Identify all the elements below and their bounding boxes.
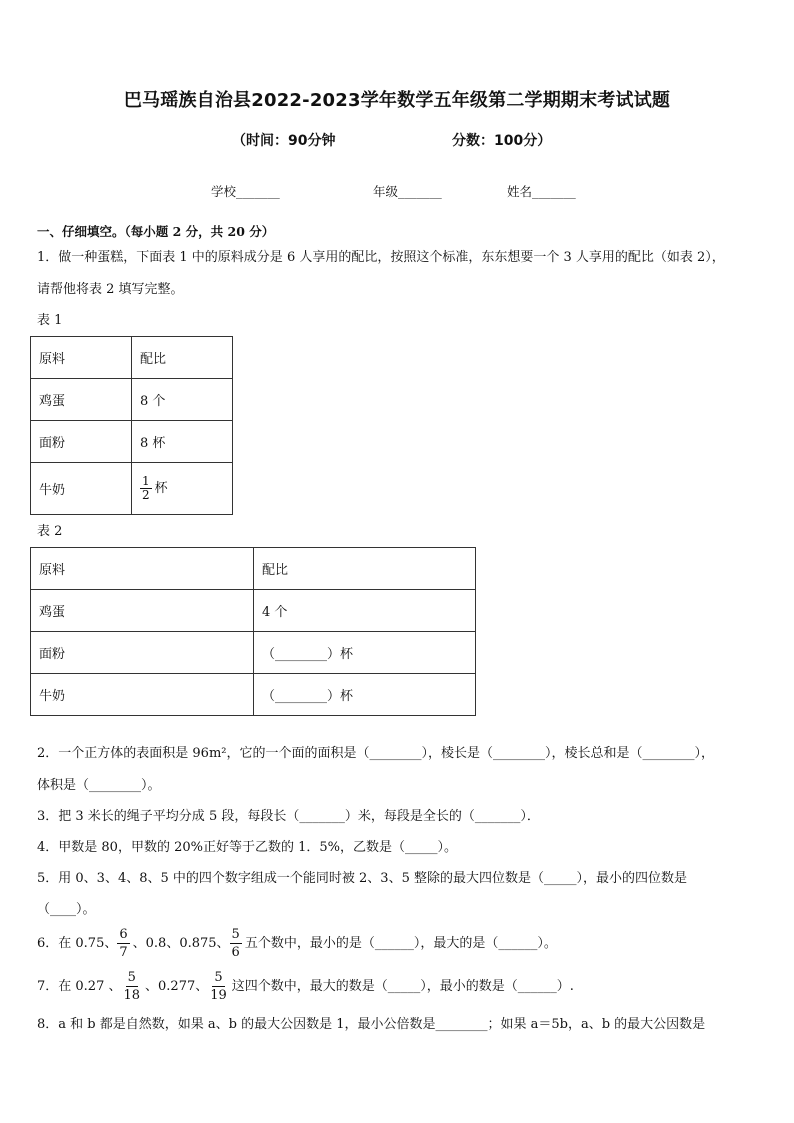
q7-pre: 7．在 0.27 、 bbox=[37, 978, 122, 994]
table-2 bbox=[30, 547, 476, 716]
q6-mid: 、0.8、0.875、 bbox=[132, 935, 230, 951]
fraction-numerator: 5 bbox=[231, 927, 240, 942]
table-row bbox=[31, 632, 476, 674]
table-cell: 鸡蛋 bbox=[31, 379, 132, 421]
fraction bbox=[117, 926, 129, 961]
table-1-label: 表 1 bbox=[37, 313, 63, 328]
fraction-denominator: 19 bbox=[210, 988, 227, 1003]
table-row bbox=[31, 463, 233, 515]
section-title: 一、仔细填空。（每小题 2 分，共 20 分） bbox=[37, 224, 275, 239]
exam-time: （时间：90分钟 bbox=[232, 133, 336, 149]
question-1-text: 1．做一种蛋糕，下面表 1 中的原料成分是 6 人享用的配比，按照这个标准，东东想要一个 3 人享用的配比（如表 2）， bbox=[37, 250, 725, 265]
table-cell: 面粉 bbox=[31, 632, 254, 674]
question-5-text: 5．用 0、3、4、8、5 中的四个数字组成一个能同时被 2、3、5 整除的最大四位数是（_____），最小的四位数是 bbox=[37, 871, 687, 886]
exam-score: 分数：100分） bbox=[452, 133, 552, 149]
question-1-text-cont: 请帮他将表 2 填写完整。 bbox=[37, 282, 184, 297]
question-8-text: 8．a 和 b 都是自然数，如果 a、b 的最大公因数是 1，最小公倍数是________；如果 a＝5b，a、b 的最大公因数是 bbox=[37, 1017, 706, 1032]
table-2-label: 表 2 bbox=[37, 524, 63, 539]
table-cell: 8 个 bbox=[132, 379, 233, 421]
table-row bbox=[31, 674, 476, 716]
table-cell: 4 个 bbox=[254, 590, 476, 632]
fraction-numerator: 5 bbox=[127, 970, 136, 985]
page-title: 巴马瑶族自治县2022-2023学年数学五年级第二学期期末考试试题 bbox=[123, 90, 671, 111]
name-field: 姓名_______ bbox=[507, 184, 576, 199]
school-field: 学校_______ bbox=[211, 184, 280, 199]
table-cell: 原料 bbox=[31, 337, 132, 379]
table-cell: 配比 bbox=[254, 548, 476, 590]
q6-post: 五个数中，最小的是（______），最大的是（______）。 bbox=[244, 935, 557, 951]
fraction-numerator: 6 bbox=[119, 927, 128, 942]
table-cell: 面粉 bbox=[31, 421, 132, 463]
q6-pre: 6．在 0.75、 bbox=[37, 935, 118, 951]
fraction bbox=[121, 969, 142, 1004]
fraction-numerator: 5 bbox=[214, 970, 223, 985]
table-row bbox=[31, 590, 476, 632]
question-3-text: 3．把 3 米长的绳子平均分成 5 段，每段长（_______）米，每段是全长的（_______）． bbox=[37, 809, 540, 824]
fraction bbox=[140, 475, 152, 502]
table-cell: 原料 bbox=[31, 548, 254, 590]
table-cell: 8 杯 bbox=[132, 421, 233, 463]
fraction-denominator: 6 bbox=[231, 945, 240, 960]
question-2-text: 2．一个正方体的表面积是 96m²，它的一个面的面积是（________），棱长是（________），棱长总和是（________）， bbox=[37, 746, 714, 761]
answer-cell[interactable]: （________）杯 bbox=[254, 632, 476, 674]
table-row bbox=[31, 379, 233, 421]
fraction bbox=[230, 926, 242, 961]
table-row bbox=[31, 337, 233, 379]
q7-post: 这四个数中，最大的数是（_____），最小的数是（______）. bbox=[231, 978, 574, 994]
table-cell bbox=[132, 463, 233, 515]
table-cell: 鸡蛋 bbox=[31, 590, 254, 632]
question-7-text bbox=[37, 969, 574, 1004]
table-cell: 牛奶 bbox=[31, 463, 132, 515]
fraction-denominator: 7 bbox=[119, 945, 128, 960]
grade-field: 年级_______ bbox=[373, 184, 442, 199]
question-6-text bbox=[37, 926, 557, 961]
fraction bbox=[208, 969, 229, 1004]
table-1 bbox=[30, 336, 233, 515]
fraction-denominator: 2 bbox=[142, 488, 150, 502]
table-cell: 牛奶 bbox=[31, 674, 254, 716]
answer-cell[interactable]: （________）杯 bbox=[254, 674, 476, 716]
unit-label: 杯 bbox=[154, 481, 168, 496]
question-2-text-cont: 体积是（________）。 bbox=[37, 778, 161, 793]
question-5-text-cont: （____）。 bbox=[37, 902, 96, 917]
table-cell: 配比 bbox=[132, 337, 233, 379]
q7-mid: 、0.277、 bbox=[145, 978, 209, 994]
question-4-text: 4．甲数是 80，甲数的 20%正好等于乙数的 1．5%，乙数是（_____）。 bbox=[37, 840, 457, 855]
table-row bbox=[31, 421, 233, 463]
fraction-denominator: 18 bbox=[123, 988, 141, 1003]
table-row bbox=[31, 548, 476, 590]
fraction-numerator: 1 bbox=[142, 474, 150, 488]
